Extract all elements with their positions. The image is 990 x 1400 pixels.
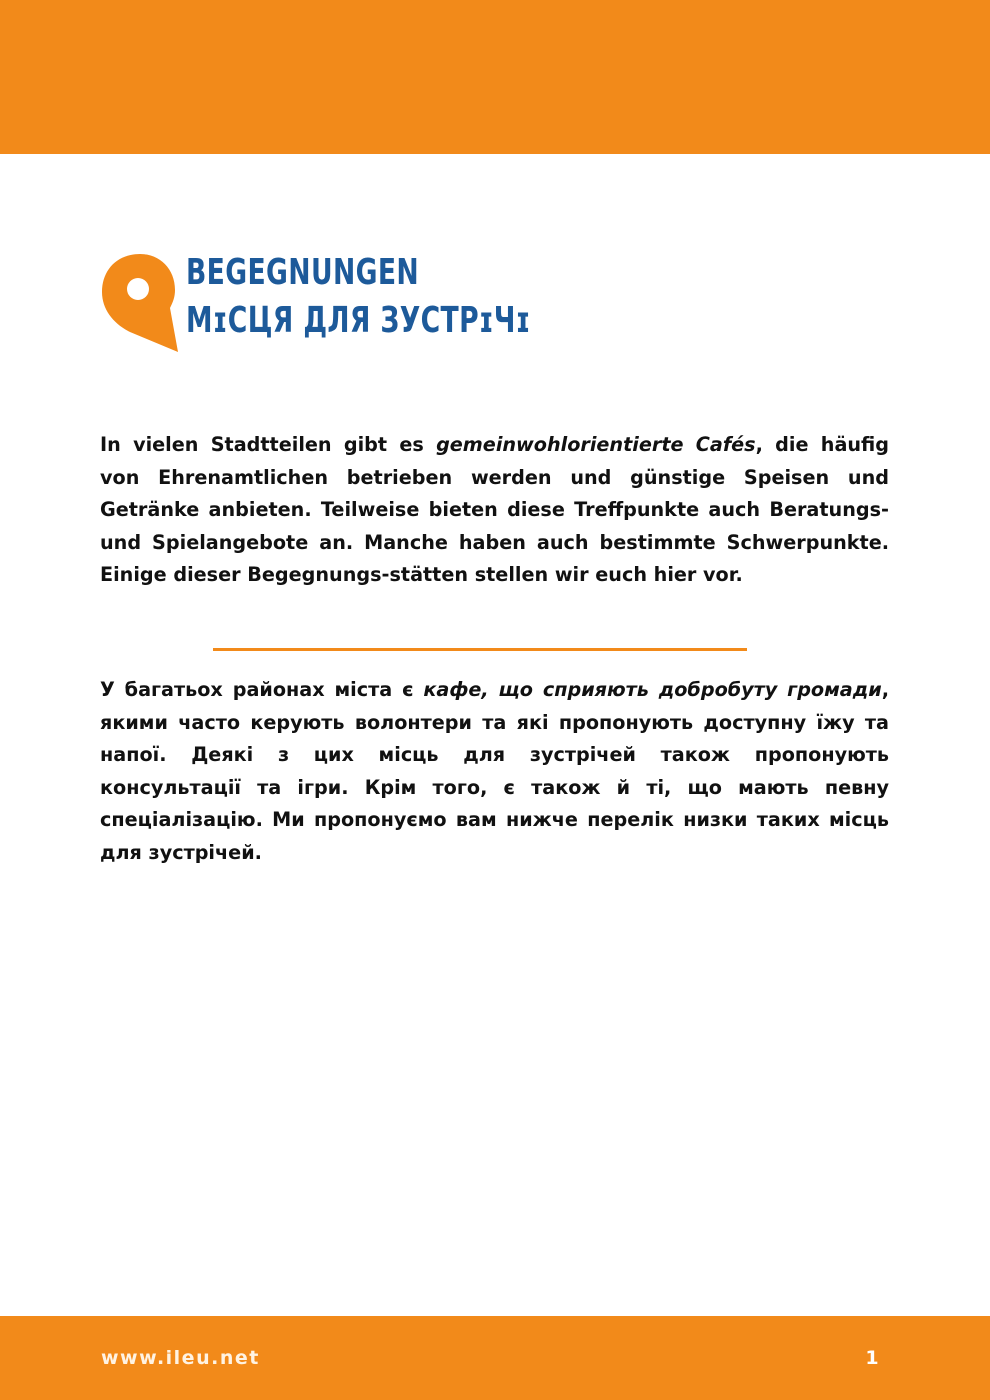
footer-website-link[interactable]: www.ileu.net (101, 1347, 260, 1369)
para-de-emphasis: gemeinwohlorientierte Cafés (436, 433, 756, 456)
para-de-start: In vielen Stadtteilen gibt es (100, 433, 437, 456)
section-divider (213, 648, 747, 651)
location-pin-icon (100, 252, 182, 354)
brand-title-uk: MɪCЦЯ ДЛЯ ЗУСТРɪЧɪ (186, 300, 531, 341)
page-number: 1 (865, 1347, 879, 1369)
para-uk-start: У багатьох районах міста є (100, 678, 424, 701)
brand-title (186, 249, 531, 345)
header-band (0, 0, 990, 154)
brand-title-de: BEGEGNUNGEN (186, 252, 420, 293)
para-uk-rest: , якими часто керують волонтери та які пропонують доступну їжу та напої. Деякі з цих місць для зустрічей також пропонують консультації та ігри. Крім того, є також й ті, що мають певну спеціалізацію. Ми пропонуємо вам нижче перелік низки таких місць для зустрічей. (100, 678, 889, 864)
intro-paragraph-german (100, 429, 889, 592)
para-uk-emphasis: кафе, що сприяють добробуту громади (423, 678, 882, 701)
para-de-rest: , die häufig von Ehrenamtlichen betrieben werden und günstige Speisen und Getränke anbieten. Teilweise bieten diese Treffpunkte auch Beratungs- und Spielangebote an. Manche haben auch bestimmte Schwerpunkte. Einige dieser Begegnungs-stätten stellen wir euch hier vor. (100, 433, 890, 586)
intro-paragraph-ukrainian (100, 674, 889, 869)
